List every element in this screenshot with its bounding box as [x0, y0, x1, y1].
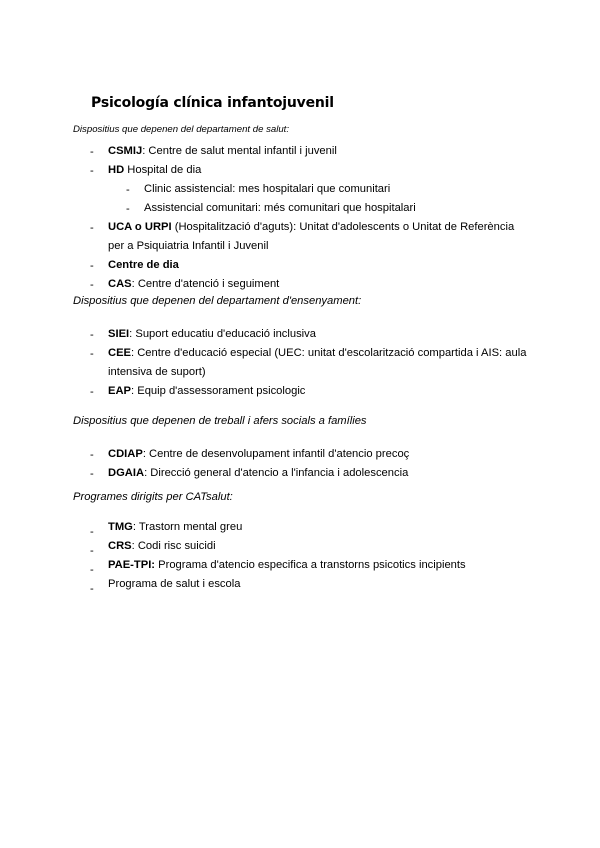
list-item-hd: [108, 161, 201, 180]
item-desc: : Centre d'educació especial (UEC: unitat d'escolarització compartida i AIS: aula: [131, 347, 527, 359]
item-term: CEE: [108, 347, 132, 359]
list-item-crs: [108, 537, 216, 556]
bullet: -: [90, 468, 94, 480]
item-desc: : Suport educatiu d'educació inclusiva: [129, 328, 316, 340]
item-term: CDIAP: [108, 448, 143, 460]
item-desc: Programa de salut i escola: [108, 578, 241, 590]
list-item-csmij: [108, 142, 337, 161]
bullet: -: [90, 260, 94, 272]
sub-item: Clinic assistencial: mes hospitalari que comunitari: [144, 183, 391, 195]
list-item-eap: [108, 382, 305, 401]
bullet: -: [90, 545, 94, 557]
bullet: -: [90, 222, 94, 234]
list-item-continuation: per a Psiquiatria Infantil i Juvenil: [108, 240, 269, 252]
item-desc: : Equip d'assessorament psicologic: [131, 385, 306, 397]
item-desc: Programa d'atencio especifica a transtorns psicotics incipients: [155, 559, 466, 571]
bullet: -: [90, 165, 94, 177]
bullet: -: [126, 184, 130, 196]
bullet: -: [90, 348, 94, 360]
item-desc: : Centre de desenvolupament infantil d'atencio precoç: [142, 448, 410, 460]
list-item-dgaia: [108, 464, 408, 483]
item-term: DGAIA: [108, 467, 145, 479]
list-item-pae-tpi: [108, 556, 466, 575]
bullet: -: [90, 386, 94, 398]
list-item-cee: [108, 344, 526, 363]
bullet: -: [90, 449, 94, 461]
item-term: UCA o URPI: [108, 221, 172, 233]
bullet: -: [90, 564, 94, 576]
item-desc: (Hospitalització d'aguts): Unitat d'adolescents o Unitat de Referència: [171, 221, 515, 233]
list-item-continuation: intensiva de suport): [108, 366, 206, 378]
item-desc: : Direcció general d'atencio a l'infancia i adolescencia: [144, 467, 409, 479]
list-item-cdiap: [108, 445, 409, 464]
item-term: SIEI: [108, 328, 130, 340]
page-title: Psicología clínica infantojuvenil: [91, 95, 334, 111]
list-item-uca: [108, 218, 514, 237]
list-item-centre-de-dia: [108, 256, 179, 275]
item-term: CAS: [108, 278, 132, 290]
item-desc: : Codi risc suicidi: [131, 540, 216, 552]
bullet: -: [90, 583, 94, 595]
section-heading-salut: Dispositius que depenen del departament de salut:: [73, 124, 290, 135]
item-desc: : Centre de salut mental infantil i juvenil: [142, 145, 337, 157]
section-heading-ensenyament: Dispositius que depenen del departament d'ensenyament:: [73, 295, 362, 307]
item-term: PAE-TPI:: [108, 559, 156, 571]
item-desc: Hospital de dia: [124, 164, 202, 176]
bullet: -: [90, 279, 94, 291]
item-desc: : Centre d'atenció i seguiment: [131, 278, 280, 290]
bullet: -: [90, 146, 94, 158]
list-item-tmg: [108, 518, 242, 537]
list-item-siei: [108, 325, 316, 344]
list-item-cas: [108, 275, 279, 294]
item-term: HD: [108, 164, 125, 176]
bullet: -: [126, 203, 130, 215]
item-term: Centre de dia: [108, 259, 179, 271]
bullet: -: [90, 526, 94, 538]
item-term: TMG: [108, 521, 133, 533]
sub-item: Assistencial comunitari: més comunitari que hospitalari: [144, 202, 416, 214]
item-term: CRS: [108, 540, 132, 552]
list-item-salut-escola: [108, 575, 240, 594]
item-term: EAP: [108, 385, 132, 397]
item-desc: : Trastorn mental greu: [132, 521, 243, 533]
item-term: CSMIJ: [108, 145, 143, 157]
section-heading-treball: Dispositius que depenen de treball i afers socials a famílies: [73, 415, 367, 427]
bullet: -: [90, 329, 94, 341]
section-heading-catsalut: Programes dirigits per CATsalut:: [73, 491, 233, 503]
